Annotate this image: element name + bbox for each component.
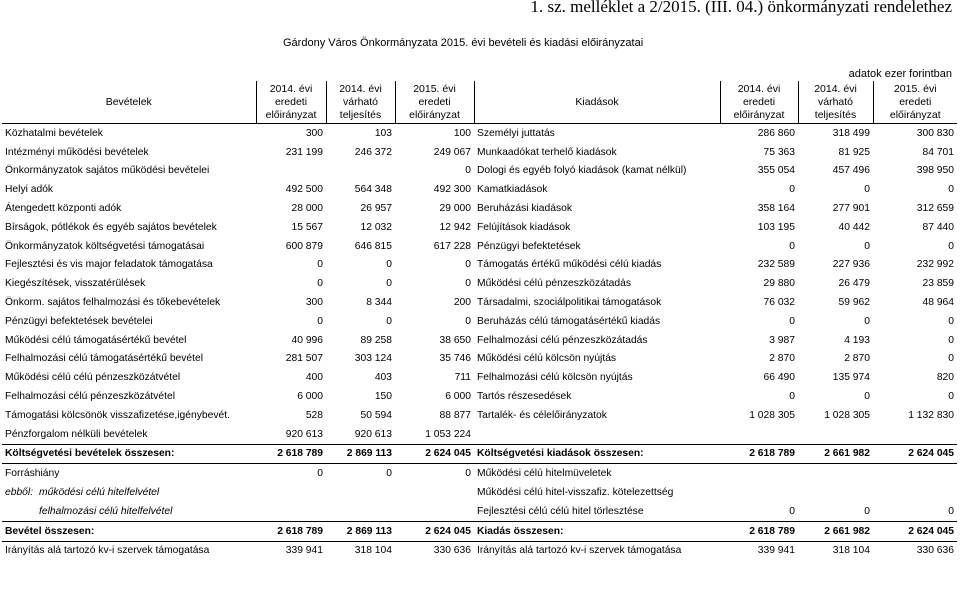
- table-row: [2, 199, 957, 218]
- value-2015-original: 12 942: [439, 221, 471, 233]
- exp-value-2014-expected: 1 028 305: [824, 409, 870, 421]
- expense-label: Dologi és egyéb folyó kiadások (kamat nélkül): [477, 165, 687, 177]
- income-label-text: Irányítás alá tartozó kv-i szervek támogatása: [5, 545, 210, 557]
- value-2015-original: 38 650: [439, 334, 471, 346]
- expense-label: Tartalék- és célelőirányzatok: [477, 409, 607, 421]
- value-2014-original: 28 000: [291, 203, 323, 215]
- exp-value-2015-original: 84 701: [922, 146, 954, 158]
- income-label-text: Önkormányzatok költségvetési támogatásai: [5, 240, 205, 252]
- income-label-text: Kiegészítések, visszatérülések: [5, 278, 146, 290]
- income-label-text: Költségvetési bevételek összesen:: [5, 448, 175, 460]
- income-label-text: Működési célú támogatásértékű bevétel: [5, 334, 187, 346]
- income-label: [2, 218, 256, 237]
- value-2014-original: 0: [317, 315, 323, 327]
- income-label: [2, 444, 256, 464]
- table-row: [2, 541, 957, 560]
- value-2014-original: [256, 483, 326, 502]
- income-label: [2, 256, 256, 275]
- value-2014-original: [256, 502, 326, 521]
- table-row: [2, 406, 957, 425]
- exp-value-2014-original: 75 363: [763, 146, 795, 158]
- exp-value-2015-original: 48 964: [922, 297, 954, 309]
- expense-label: Beruházási kiadások: [477, 203, 573, 215]
- exp-value-2014-original: 232 589: [757, 259, 795, 271]
- income-label: [2, 124, 256, 143]
- value-2014-original: 339 941: [256, 541, 326, 560]
- table-row: [2, 124, 957, 143]
- expense-label: Pénzügyi befektetések: [477, 240, 581, 252]
- ebbol-prefix: ebből:: [5, 487, 34, 499]
- expense-label: Beruházás célú támogatásértékű kiadás: [477, 315, 661, 327]
- table-body: [2, 124, 957, 561]
- value-2014-expected: 26 957: [360, 203, 392, 215]
- expense-label: Irányítás alá tartozó kv-i szervek támogatása: [474, 541, 720, 560]
- exp-value-2014-expected: 227 936: [832, 259, 870, 271]
- value-2014-original: 600 879: [285, 240, 323, 252]
- exp-value-2014-original: 339 941: [720, 541, 798, 560]
- value-2014-original: 40 996: [291, 334, 323, 346]
- value-2014-expected: 50 594: [360, 409, 392, 421]
- expense-label: Társadalmi, szociálpolitikai támogatások: [477, 297, 662, 309]
- exp-value-2014-original: 1 028 305: [749, 409, 795, 421]
- exp-value-2014-expected: [798, 425, 873, 444]
- income-label-text: Forráshiány: [5, 468, 60, 480]
- income-label-text: Átengedett központi adók: [5, 203, 122, 215]
- income-label: [2, 387, 256, 406]
- col-header-exp-2014-expected: 2014. évi várható teljesítés: [798, 81, 873, 124]
- value-2014-expected: 318 104: [326, 541, 395, 560]
- exp-value-2014-expected: 40 442: [838, 221, 870, 233]
- exp-value-2015-original: 2 624 045: [873, 521, 957, 541]
- value-2015-original: 200: [453, 297, 471, 309]
- col-header-2014-original: 2014. évi eredeti előirányzat: [256, 81, 326, 124]
- expense-label: Fejlesztési célú célú hitel törlesztése: [477, 505, 644, 517]
- table-row: [2, 502, 957, 521]
- exp-value-2014-expected: 277 901: [832, 203, 870, 215]
- exp-value-2015-original: 0: [948, 505, 954, 517]
- expense-label: Támogatás értékű működési célú kiadás: [477, 259, 662, 271]
- value-2014-original: 15 567: [291, 221, 323, 233]
- income-label: [2, 143, 256, 162]
- exp-value-2015-original: 300 830: [916, 127, 954, 139]
- value-2015-original: 0: [395, 464, 474, 483]
- income-label: [2, 274, 256, 293]
- value-2015-original: 29 000: [439, 203, 471, 215]
- expense-label: Működési célú hitel-visszafiz. kötelezettség: [477, 487, 674, 499]
- income-label-text: Önkorm. sajátos felhalmozási és tőkebevételek: [5, 297, 221, 309]
- value-2014-original: [256, 162, 326, 181]
- exp-value-2014-original: 286 860: [757, 127, 795, 139]
- exp-value-2014-expected: 0: [864, 240, 870, 252]
- exp-value-2014-original: 0: [789, 184, 795, 196]
- value-2014-original: 492 500: [285, 184, 323, 196]
- value-2015-original: 100: [453, 127, 471, 139]
- exp-value-2014-original: 66 490: [763, 372, 795, 384]
- col-header-2014-expected: 2014. évi várható teljesítés: [326, 81, 395, 124]
- income-label: [2, 293, 256, 312]
- exp-value-2014-expected: 0: [864, 505, 870, 517]
- value-2014-original: 300: [305, 297, 323, 309]
- exp-value-2015-original: 0: [948, 391, 954, 403]
- value-2015-original: 492 300: [433, 184, 471, 196]
- expense-label: Felújítások kiadások: [477, 221, 571, 233]
- value-2014-expected: 646 815: [354, 240, 392, 252]
- page-header: 1. sz. melléklet a 2/2015. (III. 04.) önkormányzati rendelethez: [530, 0, 952, 16]
- exp-value-2014-original: [720, 464, 798, 483]
- value-2015-original: 88 877: [439, 409, 471, 421]
- expense-label: Működési célú hitelmüveletek: [474, 464, 720, 483]
- income-label: [2, 350, 256, 369]
- table-row: [2, 368, 957, 387]
- expense-label: Kamatkiadások: [477, 184, 548, 196]
- exp-value-2015-original: [873, 464, 957, 483]
- value-2014-expected: 0: [386, 259, 392, 271]
- table-row: [2, 256, 957, 275]
- exp-value-2014-expected: 2 661 982: [798, 444, 873, 464]
- value-2015-original: [395, 502, 474, 521]
- exp-value-2015-original: 0: [948, 240, 954, 252]
- exp-value-2014-original: 0: [789, 240, 795, 252]
- document-title: Gárdony Város Önkormányzata 2015. évi bevételi és kiadási előirányzatai: [283, 37, 644, 49]
- income-label: [2, 162, 256, 181]
- exp-value-2015-original: 0: [948, 184, 954, 196]
- exp-value-2015-original: 312 659: [916, 203, 954, 215]
- exp-value-2015-original: 2 624 045: [873, 444, 957, 464]
- exp-value-2014-expected: 135 974: [832, 372, 870, 384]
- expense-label: Tartós részesedések: [477, 391, 572, 403]
- value-2015-original: 2 624 045: [395, 521, 474, 541]
- expense-label: Kiadás összesen:: [474, 521, 720, 541]
- income-label: [2, 502, 256, 521]
- col-header-exp-2015-original: 2015. évi eredeti előirányzat: [873, 81, 957, 124]
- income-label: [2, 483, 256, 502]
- exp-value-2014-original: 0: [789, 315, 795, 327]
- exp-value-2014-expected: 0: [864, 315, 870, 327]
- value-2015-original: 0: [465, 259, 471, 271]
- value-2014-original: 281 507: [285, 353, 323, 365]
- exp-value-2015-original: 1 132 830: [908, 409, 954, 421]
- exp-value-2014-original: 103 195: [757, 221, 795, 233]
- value-2015-original: 0: [465, 165, 471, 177]
- income-label: [2, 368, 256, 387]
- value-2014-expected: [326, 162, 395, 181]
- value-2014-expected: 103: [374, 127, 392, 139]
- exp-value-2015-original: 0: [948, 353, 954, 365]
- value-2014-expected: 403: [374, 372, 392, 384]
- income-label-text: Pénzügyi befektetések bevételei: [5, 315, 153, 327]
- income-label-text: felhalmozási célú hitelfelvétel: [39, 505, 173, 517]
- exp-value-2014-expected: 2 661 982: [798, 521, 873, 541]
- exp-value-2014-expected: [798, 483, 873, 502]
- income-label-text: Fejlesztési és vis major feladatok támogatása: [5, 259, 213, 271]
- exp-value-2015-original: 0: [948, 315, 954, 327]
- value-2014-expected: [326, 483, 395, 502]
- value-2014-original: 528: [305, 409, 323, 421]
- value-2014-expected: 8 344: [366, 297, 392, 309]
- value-2014-original: 0: [317, 278, 323, 290]
- value-2014-expected: 920 613: [354, 428, 392, 440]
- exp-value-2014-original: 2 618 789: [720, 521, 798, 541]
- table-row: [2, 237, 957, 256]
- table-row: [2, 180, 957, 199]
- exp-value-2014-expected: 457 496: [832, 165, 870, 177]
- value-2015-original: [395, 483, 474, 502]
- table-row: [2, 483, 957, 502]
- income-label: [2, 425, 256, 444]
- units-note: adatok ezer forintban: [848, 68, 952, 80]
- income-label-text: Felhalmozási célú támogatásértékű bevétel: [5, 353, 204, 365]
- value-2015-original: 1 053 224: [425, 428, 471, 440]
- income-label-text: Helyi adók: [5, 184, 54, 196]
- value-2014-original: 920 613: [285, 428, 323, 440]
- expense-label: Felhalmozási célú pénzeszközátadás: [477, 334, 648, 346]
- table-row: [2, 218, 957, 237]
- value-2015-original: 0: [465, 315, 471, 327]
- value-2014-expected: [326, 502, 395, 521]
- exp-value-2014-original: 358 164: [757, 203, 795, 215]
- value-2014-expected: 303 124: [354, 353, 392, 365]
- table-row: [2, 444, 957, 464]
- exp-value-2014-expected: 318 104: [798, 541, 873, 560]
- income-header: Bevételek: [2, 81, 256, 124]
- table-row: [2, 387, 957, 406]
- value-2014-original: 400: [305, 372, 323, 384]
- table-row: [2, 521, 957, 541]
- exp-value-2014-expected: [798, 464, 873, 483]
- exp-value-2015-original: 820: [936, 372, 954, 384]
- exp-value-2014-original: 3 987: [769, 334, 795, 346]
- income-label: [2, 464, 256, 483]
- value-2015-original: 711: [454, 372, 471, 384]
- income-label-text: Önkormányzatok sajátos működési bevételei: [5, 165, 210, 177]
- expense-header: Kiadások: [474, 81, 720, 124]
- header-row: [2, 81, 957, 124]
- expense-label: Költségvetési kiadások összesen:: [474, 444, 720, 464]
- exp-value-2014-original: 0: [789, 505, 795, 517]
- exp-value-2014-original: 76 032: [763, 297, 795, 309]
- table-row: [2, 143, 957, 162]
- exp-value-2015-original: [873, 483, 957, 502]
- income-label-text: Működési célú célú pénzeszközátvétel: [5, 372, 181, 384]
- income-label: [2, 312, 256, 331]
- exp-value-2014-expected: 0: [864, 391, 870, 403]
- exp-value-2015-original: [873, 425, 957, 444]
- value-2014-original: 0: [256, 464, 326, 483]
- value-2015-original: 617 228: [433, 240, 471, 252]
- value-2015-original: 330 636: [395, 541, 474, 560]
- exp-value-2015-original: 398 950: [916, 165, 954, 177]
- value-2014-original: 2 618 789: [256, 444, 326, 464]
- table-row: [2, 350, 957, 369]
- income-label-text: Közhatalmi bevételek: [5, 127, 103, 139]
- expense-label: Személyi juttatás: [477, 127, 555, 139]
- value-2014-expected: 150: [374, 391, 392, 403]
- income-label: [2, 237, 256, 256]
- exp-value-2015-original: 23 859: [922, 278, 954, 290]
- expense-label: Munkaadókat terhelő kiadások: [477, 146, 617, 158]
- expense-label: Felhalmozási célú kölcsön nyújtás: [477, 372, 633, 384]
- exp-value-2014-expected: 81 925: [838, 146, 870, 158]
- table-row: [2, 162, 957, 181]
- table-row: [2, 274, 957, 293]
- exp-value-2014-original: 0: [789, 391, 795, 403]
- exp-value-2014-expected: 59 962: [838, 297, 870, 309]
- exp-value-2014-expected: 4 193: [844, 334, 870, 346]
- value-2014-original: 231 199: [285, 146, 323, 158]
- value-2014-original: 300: [305, 127, 323, 139]
- exp-value-2014-original: 2 870: [769, 353, 795, 365]
- income-label-text: Bevétel összesen:: [5, 525, 95, 537]
- expense-label: Működési célú pénzeszközátadás: [477, 278, 631, 290]
- income-label: [2, 331, 256, 350]
- expense-label: Működési célú kölcsön nyújtás: [477, 353, 617, 365]
- table-row: [2, 464, 957, 483]
- income-label: [2, 199, 256, 218]
- exp-value-2015-original: 87 440: [922, 221, 954, 233]
- table-row: [2, 312, 957, 331]
- income-label-text: Támogatási kölcsönök visszafizetése,igénybevét.: [5, 409, 230, 421]
- income-label-text: Pénzforgalom nélküli bevételek: [5, 428, 148, 440]
- table-row: [2, 293, 957, 312]
- income-label: [2, 541, 256, 560]
- col-header-exp-2014-original: 2014. évi eredeti előirányzat: [720, 81, 798, 124]
- exp-value-2014-expected: 0: [864, 184, 870, 196]
- income-label: [2, 521, 256, 541]
- exp-value-2014-expected: 318 499: [832, 127, 870, 139]
- income-label: [2, 406, 256, 425]
- income-label-text: működési célú hitelfelvétel: [39, 487, 160, 499]
- exp-value-2014-original: [720, 483, 798, 502]
- value-2014-original: 0: [317, 259, 323, 271]
- income-label: [2, 180, 256, 199]
- exp-value-2014-original: [720, 425, 798, 444]
- value-2014-expected: 89 258: [360, 334, 392, 346]
- income-label-text: Intézményi működési bevételek: [5, 146, 149, 158]
- exp-value-2014-original: 29 880: [763, 278, 795, 290]
- value-2014-original: 6 000: [297, 391, 323, 403]
- value-2014-original: 2 618 789: [256, 521, 326, 541]
- value-2015-original: 35 746: [439, 353, 471, 365]
- exp-value-2015-original: 232 992: [916, 259, 954, 271]
- budget-table: [2, 81, 957, 560]
- exp-value-2014-expected: 2 870: [844, 353, 870, 365]
- col-header-2015-original: 2015. évi eredeti előirányzat: [395, 81, 474, 124]
- income-label-text: Felhalmozási célú pénzeszközátvétel: [5, 391, 175, 403]
- value-2015-original: 0: [465, 278, 471, 290]
- income-label-text: Bírságok, pótlékok és egyéb sajátos bevételek: [5, 221, 217, 233]
- value-2015-original: 2 624 045: [395, 444, 474, 464]
- exp-value-2014-original: 355 054: [757, 165, 795, 177]
- value-2014-expected: 564 348: [354, 184, 392, 196]
- value-2014-expected: 0: [326, 464, 395, 483]
- value-2014-expected: 0: [386, 315, 392, 327]
- exp-value-2015-original: 330 636: [873, 541, 957, 560]
- exp-value-2014-original: 2 618 789: [720, 444, 798, 464]
- exp-value-2015-original: 0: [948, 334, 954, 346]
- exp-value-2014-expected: 26 479: [838, 278, 870, 290]
- value-2014-expected: 246 372: [354, 146, 392, 158]
- value-2015-original: 249 067: [433, 146, 471, 158]
- value-2014-expected: 2 869 113: [326, 444, 395, 464]
- value-2014-expected: 2 869 113: [326, 521, 395, 541]
- table-row: [2, 425, 957, 444]
- expense-label: [474, 425, 720, 444]
- value-2014-expected: 12 032: [360, 221, 392, 233]
- value-2014-expected: 0: [386, 278, 392, 290]
- value-2015-original: 6 000: [445, 391, 471, 403]
- table-row: [2, 331, 957, 350]
